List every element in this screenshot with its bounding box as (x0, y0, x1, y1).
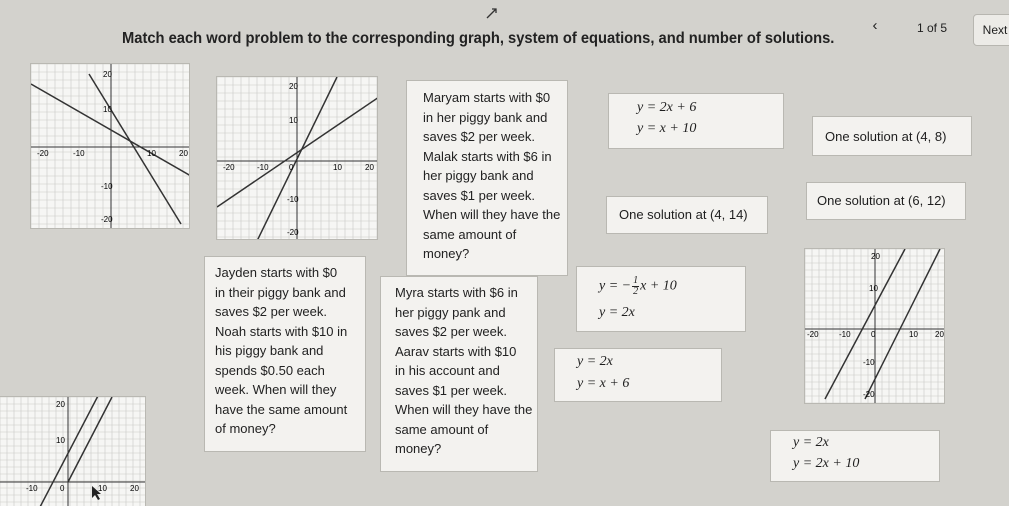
graph-3-tick-x-10: -10 (839, 330, 851, 339)
graph-card-3[interactable] (804, 248, 945, 404)
graph-1 (31, 64, 190, 229)
graph-4-tick-x20: 20 (130, 484, 139, 493)
graph-2-tick-x-20: -20 (223, 163, 235, 172)
solution-3-text: One solution at (4, 14) (619, 207, 748, 222)
graph-4-tick-y10: 10 (56, 436, 65, 445)
graph-4-tick-x-10: -10 (26, 484, 38, 493)
system-card-3[interactable] (554, 348, 722, 402)
solution-card-3[interactable] (606, 196, 768, 234)
graph-3 (805, 249, 945, 404)
system-3-eq-1: y = 2x (577, 354, 613, 369)
graph-3-tick-x10: 10 (909, 330, 918, 339)
previous-button[interactable]: ‹ (872, 17, 878, 34)
solution-2-text: One solution at (6, 12) (817, 193, 946, 208)
graph-card-2[interactable] (216, 76, 378, 240)
graph-2-tick-y-20: -20 (287, 228, 299, 237)
next-button[interactable]: Next (973, 14, 1009, 46)
solution-1-text: One solution at (4, 8) (825, 129, 947, 144)
page-indicator: 1 of 5 (917, 21, 948, 35)
graph-2 (217, 77, 378, 240)
system-4-eq-1: y = 2x (793, 435, 829, 450)
graph-2-tick-y20: 20 (289, 82, 298, 91)
problem-card-1[interactable] (406, 80, 568, 276)
graph-2-tick-y-10: -10 (287, 195, 299, 204)
graph-1-tick-y10: 10 (103, 105, 112, 114)
problem-card-2[interactable] (204, 256, 366, 452)
graph-1-tick-y-10: -10 (101, 182, 113, 191)
problem-2-text: Jayden starts with $0 in their piggy bank and saves $2 per week. Noah starts with $10 in his piggy bank and spends $0.50 each week. When will they have the same amount of money? (215, 265, 348, 436)
system-1-eq-1: y = 2x + 6 (637, 100, 697, 115)
graph-3-tick-y-10: -10 (863, 358, 875, 367)
graph-1-tick-y20: 20 (103, 70, 112, 79)
system-3-eq-2: y = x + 6 (577, 376, 630, 391)
graph-2-tick-x10: 10 (333, 163, 342, 172)
solution-card-1[interactable] (812, 116, 972, 156)
solution-card-2[interactable] (806, 182, 966, 220)
page-title: Match each word problem to the corresponding graph, system of equations, and number of solutions. (122, 30, 835, 47)
graph-4 (0, 397, 146, 506)
system-card-1[interactable] (608, 93, 784, 149)
graph-3-line-b (825, 249, 905, 399)
mouse-pointer-icon (92, 486, 102, 505)
graph-2-tick-x0: 0 (289, 163, 294, 172)
graph-2-tick-y10: 10 (289, 116, 298, 125)
graph-3-tick-y10: 10 (869, 284, 878, 293)
system-card-4[interactable] (770, 430, 940, 482)
graph-card-4[interactable] (0, 396, 146, 506)
graph-4-tick-x0: 0 (60, 484, 65, 493)
graph-1-tick-x-20: -20 (37, 149, 49, 158)
graph-2-tick-x-10: -10 (257, 163, 269, 172)
graph-4-tick-y20: 20 (56, 400, 65, 409)
problem-card-3[interactable] (380, 276, 538, 472)
graph-3-tick-y20: 20 (871, 252, 880, 261)
graph-3-line-a (865, 249, 940, 399)
system-4-eq-2: y = 2x + 10 (793, 456, 860, 471)
graph-card-1[interactable] (30, 63, 190, 229)
graph-3-tick-y-20: -20 (863, 390, 875, 399)
graph-2-tick-x20: 20 (365, 163, 374, 172)
graph-1-tick-y-20: -20 (101, 215, 113, 224)
system-card-2[interactable] (576, 266, 746, 332)
graph-1-tick-x20: 20 (179, 149, 188, 158)
system-2-eq-1: y = − $\frac{1}{2}$ x + 10 (599, 275, 677, 297)
system-1-eq-2: y = x + 10 (637, 121, 697, 136)
graph-4-tick-x10: 10 (98, 484, 107, 493)
graph-3-tick-x0: 0 (871, 330, 876, 339)
graph-3-tick-x20: 20 (935, 330, 944, 339)
cursor-arrow-icon (486, 6, 498, 24)
graph-3-tick-x-20: -20 (807, 330, 819, 339)
problem-1-text: Maryam starts with $0 in her piggy bank and saves $2 per week. Malak starts with $6 in her piggy bank and saves $1 per week. When will they have the same amount of money? (423, 90, 561, 261)
problem-3-text: Myra starts with $6 in her piggy pank and saves $2 per week. Aarav starts with $10 in his account and saves $1 per week. When will they have the same amount of money? (395, 285, 533, 456)
graph-1-tick-x10: 10 (147, 149, 156, 158)
system-2-eq-2: y = 2x (599, 305, 635, 320)
graph-1-tick-x-10: -10 (73, 149, 85, 158)
